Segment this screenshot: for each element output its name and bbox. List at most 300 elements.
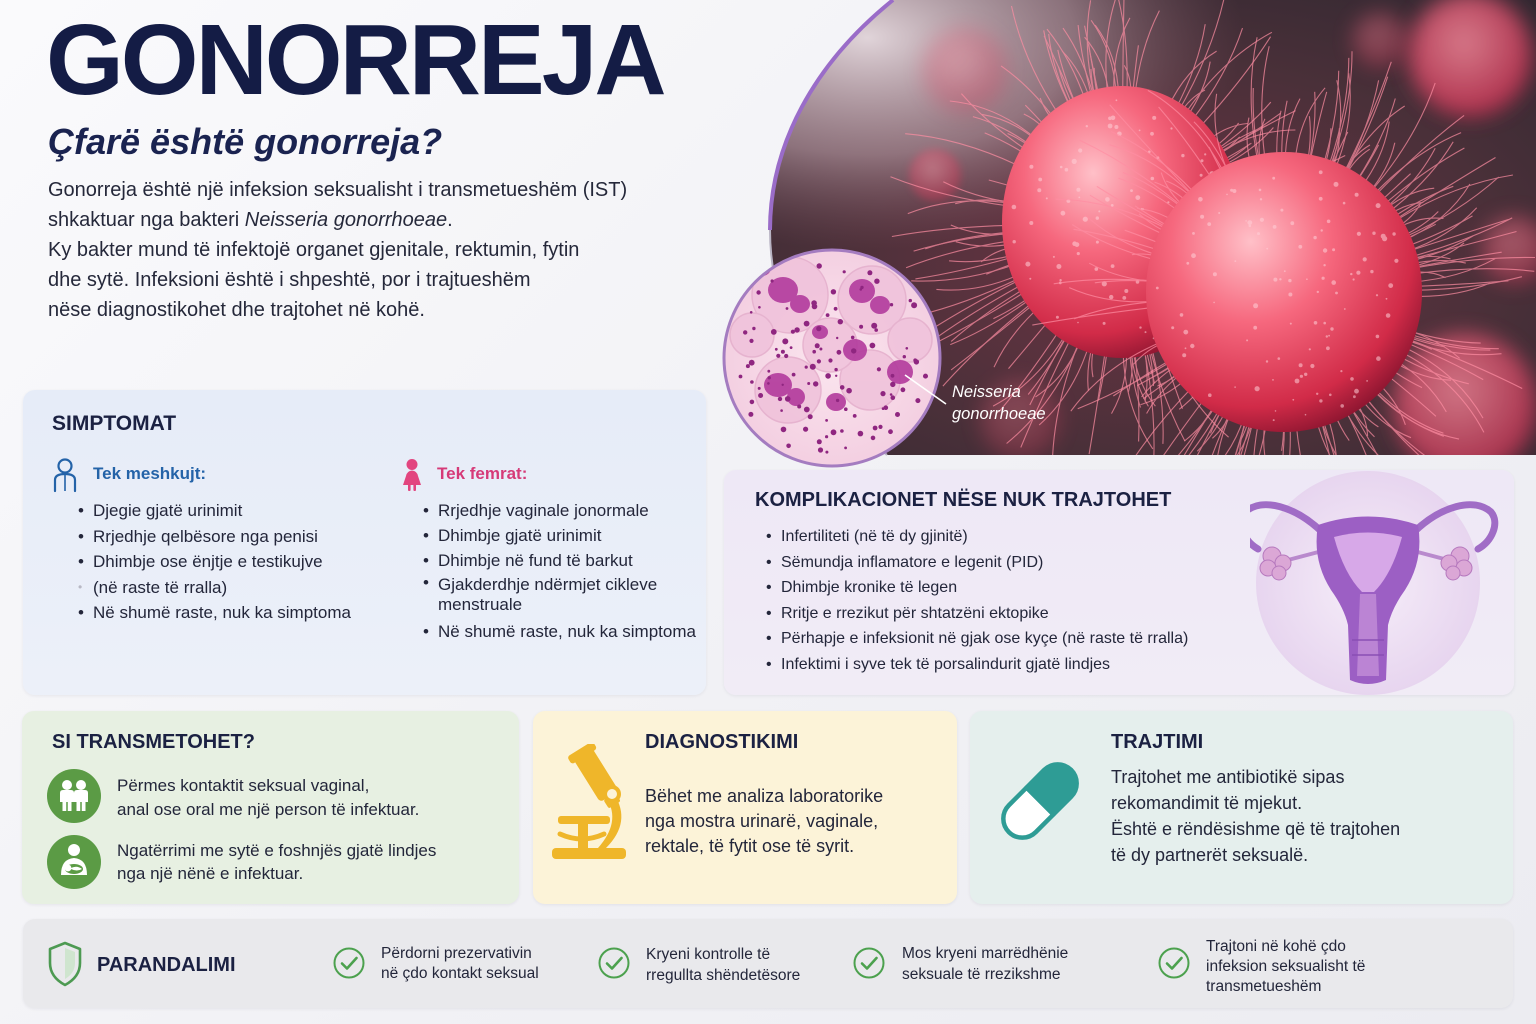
surface-texture-dot [1234,386,1236,388]
surface-texture-dot [1319,170,1323,174]
diplococcus-dot [812,350,816,354]
complications-heading: KOMPLIKACIONET NËSE NUK TRAJTOHET [755,489,1172,511]
list-item: • (në raste të rralla) [78,575,351,601]
bacteria-label-line: gonorrhoeae [952,405,1046,423]
symptoms-panel [23,390,706,695]
diplococcus-dot [767,370,770,373]
surface-texture-dot [1056,264,1061,269]
capsule-icon [995,756,1085,846]
micrograph-circle [724,250,940,466]
surface-texture-dot [1109,295,1113,299]
surface-texture-dot [1013,240,1016,243]
surface-texture-dot [1306,278,1308,280]
surface-texture-dot [1060,166,1063,169]
surface-texture-dot [1322,277,1325,280]
surface-texture-dot [1181,154,1184,157]
surface-texture-dot [1200,174,1203,177]
surface-texture-dot [1103,322,1106,325]
diplococcus-dot [797,405,801,409]
surface-texture-dot [1266,248,1268,250]
diplococcus-dot [835,375,837,377]
text-line: seksuale të rrezikshme [902,965,1061,983]
diplococcus-dot [752,327,755,330]
surface-texture-dot [1213,302,1215,304]
shield-icon [48,941,82,987]
diplococcus-dot [840,385,845,390]
male-person-icon [51,457,79,493]
surface-texture-dot [1304,373,1307,376]
diplococcus-dot [923,374,928,379]
surface-texture-dot [1353,395,1356,398]
diplococcus-dot [810,364,816,370]
surface-texture-dot [1246,339,1248,341]
surface-texture-dot [1139,326,1141,328]
text-line: Trajtoni në kohë çdo [1206,938,1346,955]
surface-texture-dot [1319,197,1323,201]
text-line: nga mostra urinarë, vaginale, [645,810,879,831]
check-circle-icon [1158,947,1190,979]
surface-texture-dot [1038,178,1042,182]
surface-texture-dot [1077,252,1080,255]
diplococcus-dot [771,279,774,282]
surface-texture-dot [1326,335,1328,337]
men-label: Tek meshkujt: [93,464,207,483]
surface-texture-dot [1323,248,1327,252]
surface-texture-dot [1207,222,1211,226]
diplococcus-dot [750,380,754,384]
surface-texture-dot [1208,393,1212,397]
intro-question: Çfarë është gonorreja? [48,121,443,162]
diplococcus-dot [836,337,838,339]
diplococcus-dot [817,439,822,444]
surface-texture-dot [1072,241,1077,246]
surface-texture-dot [1029,221,1033,225]
surface-texture-dot [1037,188,1041,192]
diplococcus-dot [781,427,787,433]
surface-texture-dot [1288,279,1291,282]
surface-texture-dot [1376,335,1380,339]
treatment-text [1111,764,1401,865]
surface-texture-dot [1323,322,1326,325]
surface-texture-dot [1170,127,1172,129]
surface-texture-dot [1076,188,1080,192]
prevention-item-3 [902,944,1069,983]
text-line: Kryeni kontrolle të [646,946,771,963]
text-line: Mos kryeni marrëdhënie [902,945,1069,962]
diplococcus-dot [880,391,885,396]
surface-texture-dot [1072,159,1077,164]
diplococcus-dot [758,393,763,398]
diplococcus-dot [794,327,799,332]
text-line: rektale, të fytit ose të syrit. [645,835,855,856]
surface-texture-dot [1309,348,1311,350]
surface-texture-dot [1257,232,1260,235]
diplococcus-dot [758,306,761,309]
surface-texture-dot [1272,177,1275,180]
surface-texture-dot [1316,393,1318,395]
surface-texture-dot [1314,321,1318,325]
diplococcus-dot [867,270,872,275]
diplococcus-dot [828,358,832,362]
surface-texture-dot [1213,272,1217,276]
text-line: Përmes kontaktit seksual vaginal, [117,776,370,795]
women-label: Tek femrat: [437,464,528,483]
text-line: të dy partnerët seksualë. [1111,845,1309,865]
surface-texture-dot [1386,313,1391,318]
prevention-item-1 [381,944,539,982]
surface-texture-dot [1290,221,1294,225]
surface-texture-dot [1135,195,1140,200]
diplococcus-dot [915,398,920,403]
surface-texture-dot [1012,205,1017,210]
men-symptom-list [78,498,351,626]
diplococcus-dot [844,447,847,450]
check-circle-icon [853,947,885,979]
mother-baby-icon [47,835,101,889]
treatment-panel [970,711,1513,904]
surface-texture-dot [1192,232,1195,235]
list-item: • Përhapje e infeksionit në gjak ose kyçe (në raste të rralla) [766,626,1188,652]
text-line: Ngatërrimi me sytë e foshnjës gjatë lindjes [117,841,437,860]
surface-texture-dot [1145,331,1147,333]
surface-texture-dot [1086,125,1088,127]
surface-texture-dot [1226,194,1228,196]
surface-texture-dot [1273,419,1275,421]
diplococcus-dot [776,354,780,358]
diplococcus-dot [807,382,810,385]
surface-texture-dot [1253,303,1258,308]
diplococcus-dot [768,376,771,379]
diplococcus-dot [888,429,893,434]
intro-line-text: . [447,209,453,231]
bacteria-illustration [700,0,1536,472]
surface-texture-dot [1275,410,1277,412]
diplococcus-dot [748,412,753,417]
surface-texture-dot [1280,209,1283,212]
surface-texture-dot [1340,370,1342,372]
bacteria-label-line: Neisseria [952,383,1021,401]
list-item: • Rrjedhje vaginale jonormale [423,498,696,523]
diplococcus-dot [775,348,778,351]
surface-texture-dot [1381,234,1386,239]
surface-texture-dot [1356,271,1360,275]
surface-texture-dot [1288,293,1292,297]
diplococcus-dot [778,397,782,401]
intro-line: Gonorreja është një infeksion seksualisht i transmetueshëm (IST) [48,179,628,201]
intro-line-text: shkaktuar nga bakteri [48,209,245,231]
diplococcus-dot [843,270,846,273]
diplococcus-dot [758,387,761,390]
diplococcus-dot [844,407,848,411]
surface-texture-dot [1059,279,1061,281]
surface-texture-dot [1105,197,1110,202]
diplococcus-dot [750,311,753,314]
surface-texture-dot [1191,253,1196,258]
diplococcus-dot [804,407,810,413]
diplococcus-dot [846,388,852,394]
diplococcus-dot [825,435,828,438]
surface-texture-dot [1350,377,1354,381]
diplococcus-dot [826,313,830,317]
list-item: • Rritje e rrezikut për shtatzëni ektopike [766,601,1188,627]
diplococcus-dot [817,359,821,363]
surface-texture-dot [1171,326,1174,329]
diplococcus-dot [825,373,831,379]
coccus-right [1146,152,1422,432]
surface-texture-dot [1388,283,1393,288]
surface-texture-dot [1344,308,1346,310]
surface-texture-dot [1053,256,1055,258]
surface-texture-dot [1357,194,1359,196]
surface-texture-dot [1130,189,1133,192]
surface-texture-dot [1284,270,1286,272]
surface-texture-dot [1029,278,1031,280]
surface-texture-dot [1190,344,1194,348]
diplococcus-dot [780,409,783,412]
diplococcus-dot [791,330,795,334]
diplococcus-dot [803,427,808,432]
text-line: Trajtohet me antibiotikë sipas [1111,767,1345,787]
surface-texture-dot [1247,220,1252,225]
surface-texture-dot [1098,210,1100,212]
diplococcus-dot [836,399,839,402]
page-title: GONORREJA [46,4,664,116]
surface-texture-dot [1124,289,1128,293]
surface-texture-dot [1218,212,1220,214]
prevention-heading: PARANDALIMI [97,954,236,976]
surface-texture-dot [1046,197,1048,199]
surface-texture-dot [1198,197,1203,202]
surface-texture-dot [1350,273,1352,275]
diplococcus-dot [890,393,893,396]
text-line: anal ose oral me një person të infektuar. [117,800,420,819]
surface-texture-dot [1366,380,1368,382]
surface-texture-dot [1331,280,1336,285]
surface-texture-dot [1386,298,1388,300]
surface-texture-dot [1354,389,1359,394]
diplococcus-dot [771,329,777,335]
surface-texture-dot [1232,189,1236,193]
intro-paragraph [48,175,627,325]
couple-icon [47,769,101,823]
surface-texture-dot [1245,220,1247,222]
surface-texture-dot [1372,232,1375,235]
diplococcus-dot [859,325,863,329]
diplococcus-dot [834,307,838,311]
surface-texture-dot [1234,260,1236,262]
surface-texture-dot [1111,204,1114,207]
diplococcus-dot [782,338,788,344]
prevention-panel [23,919,1513,1008]
diplococcus-dot [817,263,822,268]
surface-texture-dot [1340,404,1344,408]
complications-panel [724,470,1514,695]
surface-texture-dot [1111,264,1115,268]
text-line: nga një nënë e infektuar. [117,864,304,883]
diplococcus-dot [749,360,755,366]
treatment-heading: TRAJTIMI [1111,731,1204,753]
surface-texture-dot [1310,364,1314,368]
complications-list [766,524,1188,678]
diplococcus-dot [743,330,747,334]
surface-texture-dot [1122,296,1126,300]
surface-texture-dot [1343,202,1346,205]
diplococcus-dot [785,396,791,402]
surface-texture-dot [1313,236,1316,239]
diplococcus-dot [853,414,857,418]
surface-texture-dot [1156,287,1159,290]
women-symptom-list [423,498,696,644]
diplococcus-dot [891,395,896,400]
text-line: në çdo kontakt seksual [381,965,539,982]
surface-texture-dot [1394,259,1398,263]
surface-texture-dot [1255,386,1260,391]
diplococcus-dot [825,451,828,454]
surface-texture-dot [1151,177,1155,181]
text-line: rregullta shëndetësore [646,966,801,984]
diplococcus-dot [878,425,882,429]
list-item: • Sëmundja inflamatore e legenit (PID) [766,550,1188,576]
surface-texture-dot [1353,278,1355,280]
surface-texture-dot [1363,257,1367,261]
transmission-heading: SI TRANSMETOHET? [52,731,255,753]
surface-texture-dot [1298,245,1302,249]
list-item: • Në shumë raste, nuk ka simptoma [423,619,696,644]
diplococcus-dot [851,336,855,340]
list-item: • Infektimi i syve tek të porsalindurit gjatë lindjes [766,652,1188,678]
surface-texture-dot [1334,182,1339,187]
diplococcus-dot [813,381,818,386]
diplococcus-dot [816,326,821,331]
surface-texture-dot [1078,148,1082,152]
diplococcus-dot [811,300,817,306]
diagnostics-heading: DIAGNOSTIKIMI [645,731,799,753]
diplococcus-dot [782,384,784,386]
diplococcus-dot [784,354,788,358]
list-item: • Gjakderdhje ndërmjet cikleve menstruale [423,573,678,619]
surface-texture-dot [1292,399,1294,401]
surface-texture-dot [1305,414,1307,416]
diplococcus-dot [746,364,750,368]
surface-texture-dot [1078,197,1080,199]
surface-texture-dot [1290,323,1292,325]
surface-texture-dot [1116,99,1118,101]
surface-texture-dot [1319,399,1322,402]
transmission-panel [22,711,519,904]
diplococcus-dot [831,429,837,435]
surface-texture-dot [1114,125,1118,129]
surface-texture-dot [1183,330,1188,335]
surface-texture-dot [1323,264,1325,266]
diplococcus-dot [895,412,900,417]
check-circle-icon [333,947,365,979]
transmission-text-1 [117,774,420,819]
surface-texture-dot [1279,278,1281,280]
diplococcus-dot [805,366,808,369]
intro-line: Ky bakter mund të infektojë organet gjenitale, rektumin, fytin [48,239,580,261]
diplococcus-dot [792,373,796,377]
diplococcus-dot [870,343,876,349]
surface-texture-dot [1272,379,1274,381]
surface-texture-dot [1335,292,1338,295]
surface-texture-dot [1259,189,1262,192]
diplococcus-dot [903,355,906,358]
diplococcus-dot [790,346,793,349]
diplococcus-dot [890,382,895,387]
intro-line [48,205,627,235]
surface-texture-dot [1327,220,1331,224]
list-item: • Infertiliteti (në të dy gjinitë) [766,524,1188,550]
list-item: • Rrjedhje qelbësore nga penisi [78,524,351,550]
surface-texture-dot [1056,316,1059,319]
surface-texture-dot [1273,278,1277,282]
text-line: Bëhet me analiza laboratorike [645,785,884,806]
diplococcus-dot [819,348,822,351]
text-line: Është e rëndësishme që të trajtohen [1111,819,1401,839]
surface-texture-dot [1180,313,1184,317]
surface-texture-dot [1186,262,1189,265]
diplococcus-dot [808,414,813,419]
diplococcus-dot [815,343,820,348]
diplococcus-dot [882,407,885,410]
surface-texture-dot [1376,356,1381,361]
species-name: Neisseria gonorrhoeae [244,209,448,231]
diplococcus-dot [838,319,843,324]
diplococcus-dot [871,323,877,329]
surface-texture-dot [1357,232,1361,236]
diplococcus-dot [860,288,863,291]
diplococcus-dot [874,328,878,332]
diplococcus-dot [873,426,878,431]
diplococcus-dot [890,303,893,306]
surface-texture-dot [1182,353,1186,357]
female-person-icon [401,458,423,492]
surface-texture-dot [1200,215,1204,219]
diplococcus-dot [851,348,856,353]
diplococcus-dot [874,279,879,284]
diplococcus-dot [837,350,842,355]
surface-texture-dot [1150,132,1154,136]
symptoms-heading: SIMPTOMAT [52,412,177,435]
surface-texture-dot [1376,294,1378,296]
surface-texture-dot [1295,380,1297,382]
list-item: • Në shumë raste, nuk ka simptoma [78,600,351,626]
surface-texture-dot [1376,203,1381,208]
surface-texture-dot [1077,322,1079,324]
diplococcus-dot [909,299,912,302]
diplococcus-dot [914,359,919,364]
diplococcus-dot [739,375,743,379]
intro-line: dhe sytë. Infeksioni është i shpeshtë, por i trajtueshëm [48,269,531,291]
surface-texture-dot [1096,216,1099,219]
diplococcus-dot [831,289,836,294]
surface-texture-dot [1330,327,1333,330]
text-line: transmetueshëm [1206,978,1322,995]
prevention-item-2 [646,945,801,984]
diplococcus-dot [804,321,810,327]
diplococcus-dot [891,374,895,378]
surface-texture-dot [1266,360,1268,362]
diplococcus-dot [911,302,917,308]
list-item: • Dhimbje në fund të barkut [423,548,696,573]
diplococcus-dot [906,347,909,350]
diplococcus-dot [749,339,753,343]
surface-texture-dot [1139,130,1141,132]
surface-texture-dot [1278,357,1281,360]
surface-texture-dot [1299,363,1303,367]
diagnostics-panel [533,711,957,904]
surface-texture-dot [1025,262,1030,267]
